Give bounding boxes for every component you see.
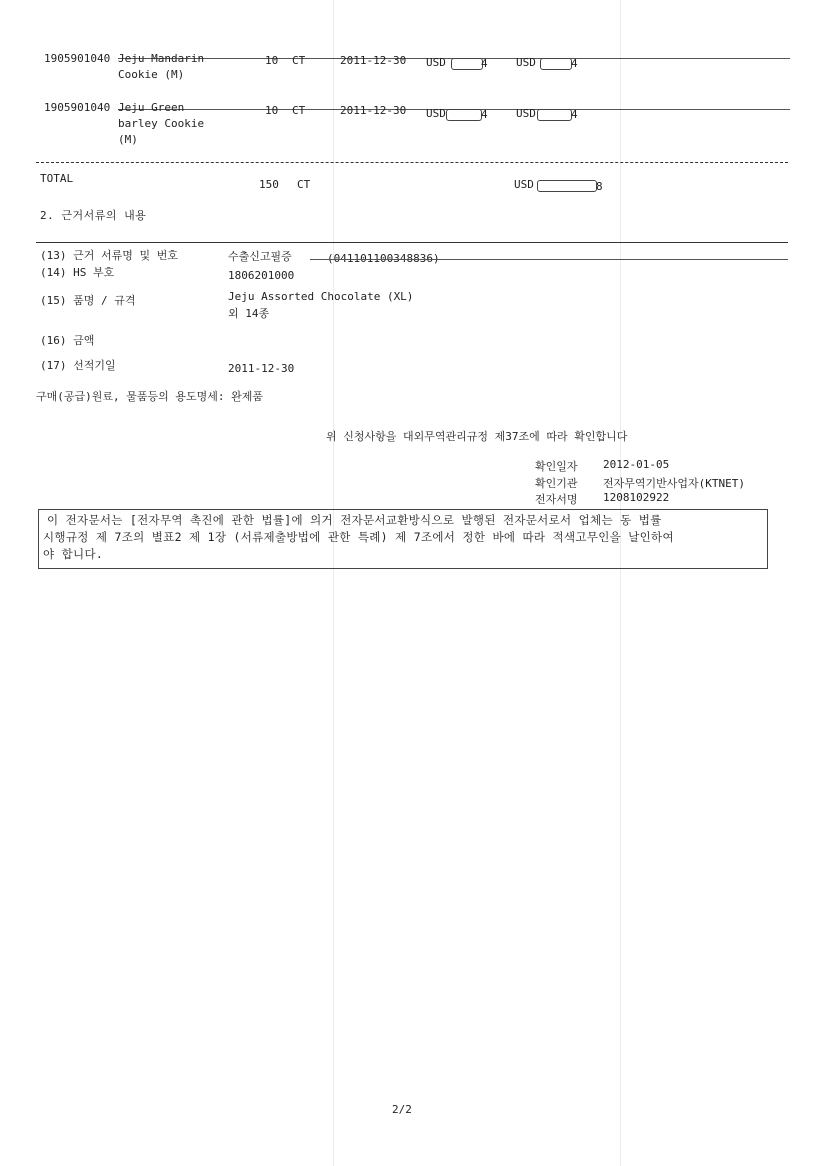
unit-price-currency: USD	[426, 56, 446, 69]
unit-price-tail: 4	[481, 57, 488, 70]
item-date: 2011-12-30	[340, 104, 407, 117]
item-name: (M)	[118, 133, 138, 146]
item-date: 2011-12-30	[340, 54, 407, 67]
field-value: (041101100348836)	[327, 252, 440, 265]
signature-label: 전자서명	[535, 493, 578, 506]
item-name: Jeju Green	[118, 101, 185, 114]
scan-artifact	[333, 0, 334, 1166]
amount-tail: 4	[571, 108, 578, 121]
scan-artifact	[620, 0, 621, 1166]
item-name: Jeju Mandarin	[118, 52, 205, 65]
page-number: 2/2	[392, 1103, 412, 1116]
confirm-agency-value: 전자무역기반사업자(KTNET)	[603, 477, 745, 490]
redacted-box	[446, 109, 482, 121]
legal-notice-box	[38, 509, 768, 569]
confirm-date-value: 2012-01-05	[603, 458, 670, 471]
field-label: (16) 금액	[40, 334, 95, 347]
confirmation-statement: 위 신청사항을 대외무역관리규정 제37조에 따라 확인합니다	[326, 430, 628, 443]
total-unit: CT	[297, 178, 311, 191]
amount-currency: USD	[516, 56, 536, 69]
item-name: barley Cookie	[118, 117, 205, 130]
amount-currency: USD	[516, 107, 536, 120]
total-currency: USD	[514, 178, 534, 191]
item-qty: 10	[265, 104, 279, 117]
field-value: Jeju Assorted Chocolate (XL)	[228, 290, 414, 303]
redacted-box	[451, 58, 483, 70]
field-label: (14) HS 부호	[40, 266, 115, 279]
total-label: TOTAL	[40, 172, 74, 185]
notice-line: 야 합니다.	[43, 547, 104, 561]
confirm-agency-label: 확인기관	[535, 477, 578, 490]
unit-price-currency: USD	[426, 107, 446, 120]
section-title: 2. 근거서류의 내용	[40, 209, 147, 222]
total-qty: 150	[259, 178, 279, 191]
field-value: 1806201000	[228, 269, 295, 282]
item-qty: 10	[265, 54, 279, 67]
confirm-date-label: 확인일자	[535, 460, 578, 473]
redacted-box	[540, 58, 572, 70]
row-divider	[310, 259, 788, 260]
item-code: 1905901040	[44, 52, 111, 65]
section-divider	[36, 242, 788, 243]
field-value: 2011-12-30	[228, 362, 295, 375]
total-tail: 8	[596, 180, 603, 193]
item-unit: CT	[292, 54, 306, 67]
field-label: (13) 근거 서류명 및 번호	[40, 249, 178, 262]
item-unit: CT	[292, 104, 306, 117]
redacted-box	[537, 109, 572, 121]
item-name: Cookie (M)	[118, 68, 185, 81]
field-label: (17) 선적기일	[40, 359, 116, 372]
amount-tail: 4	[571, 57, 578, 70]
total-separator	[36, 162, 788, 163]
item-code: 1905901040	[44, 101, 111, 114]
field-value: 외 14종	[228, 307, 270, 320]
field-value: 수출신고필증	[228, 250, 292, 263]
notice-line: 이 전자문서는 [전자무역 촉진에 관한 법률]에 의거 전자문서교환방식으로 발행된 전자문서로서 업체는 동 법률	[47, 513, 662, 527]
field-label: (15) 품명 / 규격	[40, 294, 136, 307]
unit-price-tail: 4	[481, 108, 488, 121]
usage-line: 구매(공급)원료, 물품등의 용도명세: 완제품	[36, 390, 263, 403]
signature-value: 1208102922	[603, 491, 670, 504]
notice-line: 시행규정 제 7조의 별표2 제 1장 (서류제출방법에 관한 특례) 제 7조에서 정한 바에 따라 적색고무인을 날인하여	[43, 530, 674, 544]
redacted-box	[537, 180, 597, 192]
